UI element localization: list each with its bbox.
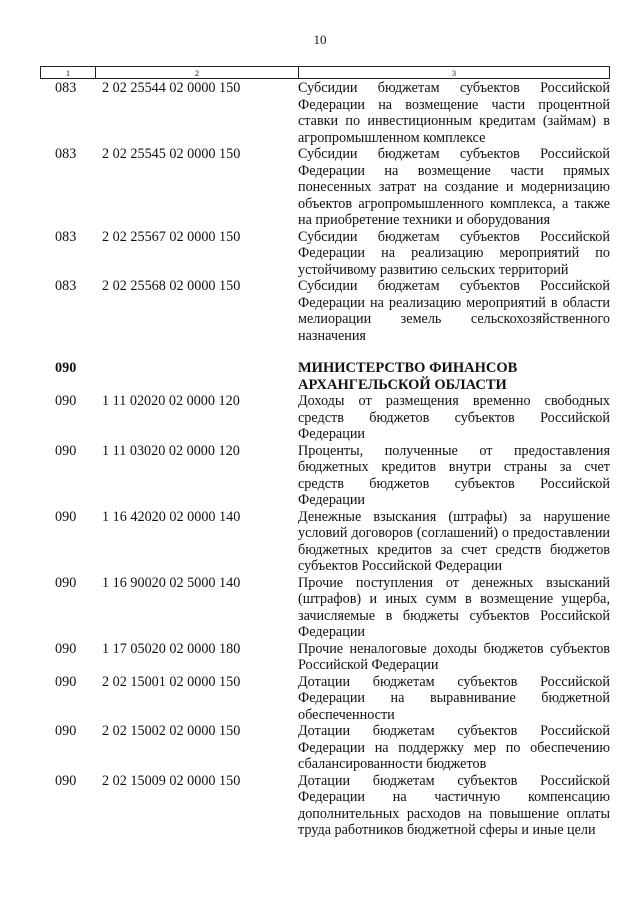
section-gap — [40, 344, 610, 360]
admin-code: 090 — [55, 640, 77, 657]
income-name: Прочие поступления от денежных взысканий (штрафов) и иных сумм в возмещение ущерба, зачисляемые в бюджеты субъектов Российской Федерации — [298, 574, 610, 640]
budget-code: 1 11 03020 02 0000 120 — [102, 442, 240, 459]
budget-code: 1 16 42020 02 0000 140 — [102, 508, 241, 525]
income-name: Субсидии бюджетам субъектов Российской Федерации на реализацию мероприятий по устойчивому развитию сельских территорий — [298, 228, 610, 278]
income-name: Дотации бюджетам субъектов Российской Федерации на поддержку мер по обеспечению сбалансированности бюджетов — [298, 723, 610, 772]
page-number: 10 — [313, 32, 327, 47]
table-row — [40, 393, 610, 443]
budget-code: 2 02 15002 02 0000 150 — [102, 723, 241, 739]
table-row — [40, 641, 610, 674]
budget-code: 1 11 02020 02 0000 120 — [102, 393, 240, 409]
income-name: Проценты, полученные от предоставления бюджетных кредитов внутри страны за счет средств бюджетов субъектов Российской Федерации — [298, 442, 610, 508]
ministry-code-empty — [95, 360, 298, 393]
budget-code: 2 02 15001 02 0000 150 — [102, 673, 241, 690]
income-name: Прочие неналоговые доходы бюджетов субъектов Российской Федерации — [298, 640, 610, 673]
income-name: Доходы от размещения временно свободных средств бюджетов субъектов Российской Федерации — [298, 393, 610, 442]
table-row — [40, 229, 610, 279]
income-name: Денежные взыскания (штрафы) за нарушение условий договоров (соглашений) о предоставлении бюджетных кредитов за счет средств бюджетов субъектов Российской Федерации — [298, 508, 610, 574]
table-header — [40, 66, 610, 79]
income-name: Субсидии бюджетам субъектов Российской Федерации на возмещение части прямых понесенных затрат на создание и модернизацию объектов агропромышленного комплекса, а также на приобретение техники и оборудования — [298, 146, 610, 228]
budget-code: 1 16 90020 02 5000 140 — [102, 574, 241, 591]
column-header-2: 2 — [96, 67, 299, 78]
budget-code: 2 02 25567 02 0000 150 — [102, 228, 241, 245]
table-row — [40, 575, 610, 641]
ministry-admin-code: 090 — [55, 360, 77, 376]
admin-code: 083 — [55, 146, 77, 162]
table-row — [40, 443, 610, 509]
table-row — [40, 773, 610, 839]
admin-code: 090 — [55, 673, 77, 690]
budget-code: 2 02 25544 02 0000 150 — [102, 80, 241, 96]
admin-code: 090 — [55, 508, 77, 525]
income-name: Дотации бюджетам субъектов Российской Федерации на частичную компенсацию дополнительных расходов на повышение оплаты труда работников бюджетной сферы и иные цели — [298, 772, 610, 838]
budget-code: 2 02 25545 02 0000 150 — [102, 146, 241, 162]
admin-code: 090 — [55, 772, 77, 789]
admin-code: 090 — [55, 574, 77, 591]
table-row — [40, 723, 610, 773]
admin-code: 083 — [55, 228, 77, 245]
table-row — [40, 80, 610, 146]
admin-code: 090 — [55, 442, 77, 459]
income-name: Дотации бюджетам субъектов Российской Федерации на выравнивание бюджетной обеспеченности — [298, 673, 610, 723]
table-row — [40, 278, 610, 344]
income-name: Субсидии бюджетам субъектов Российской Федерации на возмещение части процентной ставки по инвестиционным кредитам (займам) в агропромышленном комплексе — [298, 80, 610, 146]
table-row — [40, 674, 610, 724]
ministry-row — [40, 360, 610, 393]
budget-code: 2 02 15009 02 0000 150 — [102, 772, 241, 789]
income-name: Субсидии бюджетам субъектов Российской Федерации на реализацию мероприятий в области мелиорации земель сельскохозяйственного назначения — [298, 278, 610, 344]
admin-code: 090 — [55, 393, 77, 409]
column-header-1: 1 — [41, 67, 96, 78]
table-row — [40, 146, 610, 229]
column-header-3: 3 — [452, 69, 456, 78]
table-body — [40, 80, 610, 839]
table-row — [40, 509, 610, 575]
admin-code: 083 — [55, 278, 77, 294]
admin-code: 090 — [55, 723, 77, 739]
budget-code: 2 02 25568 02 0000 150 — [102, 278, 241, 294]
admin-code: 083 — [55, 80, 77, 96]
budget-code: 1 17 05020 02 0000 180 — [102, 640, 241, 657]
ministry-title: МИНИСТЕРСТВО ФИНАНСОВ АРХАНГЕЛЬСКОЙ ОБЛАСТИ — [298, 360, 518, 393]
